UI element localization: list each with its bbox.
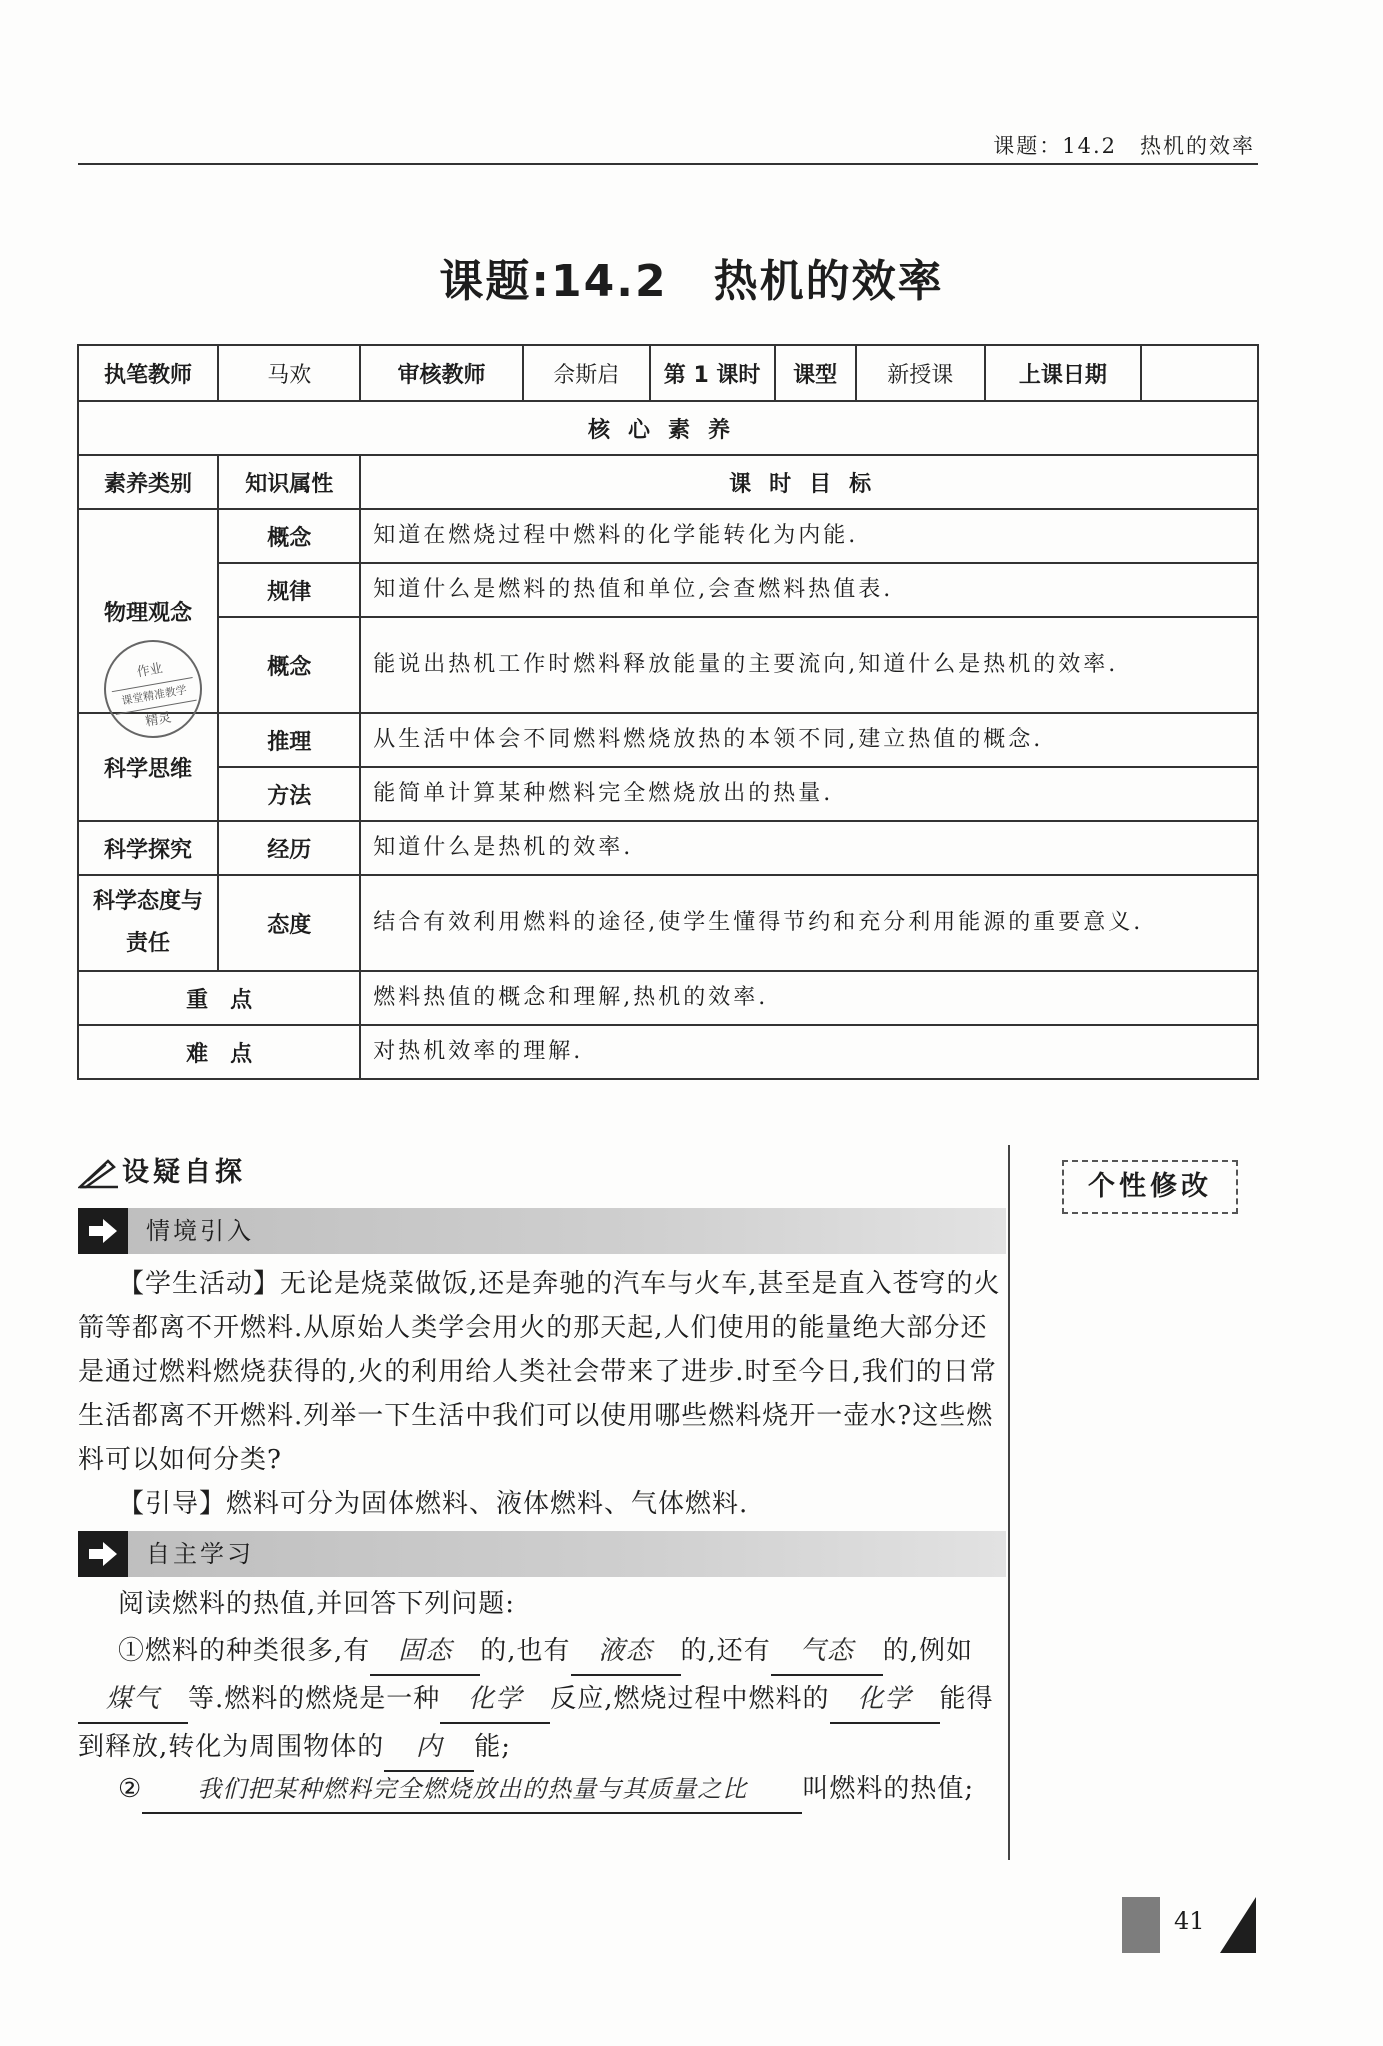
goal-cell: 从生活中体会不同燃料燃烧放热的本领不同,建立热值的概念. <box>360 713 1258 767</box>
author-value: 马欢 <box>218 345 360 401</box>
goal-cell: 能说出热机工作时燃料释放能量的主要流向,知道什么是热机的效率. <box>360 617 1258 713</box>
intro-bar <box>78 1208 1006 1254</box>
attribute-cell: 概念 <box>218 617 360 713</box>
stamp-middle: 课堂精准教学 <box>112 677 197 715</box>
goal-cell: 能简单计算某种燃料完全燃烧放出的热量. <box>360 767 1258 821</box>
arrow-icon-box <box>78 1531 128 1577</box>
q1-text: 能; <box>474 1732 512 1762</box>
period-label: 第 1 课时 <box>650 345 775 401</box>
intro-activity <box>78 1262 1008 1482</box>
category-cell: 科学思维 <box>78 713 218 821</box>
guide-tag: 【引导】 <box>118 1489 227 1519</box>
goal-cell: 知道什么是燃料的热值和单位,会查燃料热值表. <box>360 563 1258 617</box>
author-label: 执笔教师 <box>78 345 218 401</box>
attribute-cell: 推理 <box>218 713 360 767</box>
table-row <box>78 563 1258 617</box>
activity-text: 无论是烧菜做饭,还是奔驰的汽车与火车,甚至是直入苍穹的火箭等都离不开燃料.从原始人类学会用火的那天起,人们使用的能量绝大部分还是通过燃料燃烧获得的,火的利用给人类社会带来了进步.时至今日,我们的日常生活都离不开燃料.列举一下生活中我们可以使用哪些燃料烧开一壶水?这些燃料可以如何分类? <box>78 1269 1001 1475</box>
arrow-icon-box <box>78 1208 128 1254</box>
arrow-right-icon <box>87 1539 119 1569</box>
intro-guide <box>78 1482 1008 1526</box>
q1-text: 反应,燃烧过程中燃料的 <box>550 1684 830 1714</box>
stamp-top: 作业 <box>135 661 164 681</box>
category-cell: 科学探究 <box>78 821 218 875</box>
stamp-bottom: 精灵 <box>144 710 173 730</box>
page-number: 41 <box>1174 1907 1205 1935</box>
fill-blank: 我们把某种燃料完全燃烧放出的热量与其质量之比 <box>142 1766 802 1814</box>
difficulty-label: 难 点 <box>78 1025 360 1079</box>
fill-blank: 内 <box>384 1724 474 1772</box>
page-corner-triangle <box>1220 1897 1256 1953</box>
q2-text: ② <box>118 1774 143 1804</box>
arrow-right-icon <box>87 1216 119 1246</box>
table-row <box>78 767 1258 821</box>
question-2 <box>78 1766 1008 1814</box>
fill-blank: 煤气 <box>78 1676 188 1724</box>
self-study-prompt <box>78 1582 1008 1626</box>
table-row <box>78 971 1258 1025</box>
attribute-cell: 方法 <box>218 767 360 821</box>
table-row <box>78 345 1258 401</box>
goal-cell: 知道在燃烧过程中燃料的化学能转化为内能. <box>360 509 1258 563</box>
table-row <box>78 875 1258 971</box>
page-title: 课题:14.2 热机的效率 <box>439 256 944 307</box>
table-row <box>78 1025 1258 1079</box>
page-number-block <box>1122 1897 1160 1953</box>
fill-blank: 气态 <box>771 1628 883 1676</box>
difficulty-text: 对热机效率的理解. <box>360 1025 1258 1079</box>
q1-text: 的,也有 <box>480 1636 571 1666</box>
category-col-header: 素养类别 <box>78 455 218 509</box>
date-label: 上课日期 <box>985 345 1141 401</box>
question-1 <box>78 1628 1008 1772</box>
table-row <box>78 617 1258 713</box>
margin-divider <box>1008 1145 1010 1860</box>
key-point-text: 燃料热值的概念和理解,热机的效率. <box>360 971 1258 1025</box>
q2-text: 叫燃料的热值; <box>802 1774 975 1804</box>
self-study-bar-label: 自主学习 <box>146 1540 254 1568</box>
table-row <box>78 713 1258 767</box>
category-cell: 科学态度与责任 <box>78 875 218 971</box>
fill-blank: 化学 <box>440 1676 550 1724</box>
prompt-text: 阅读燃料的热值,并回答下列问题: <box>118 1589 516 1619</box>
q1-text: 的,例如 <box>882 1636 974 1666</box>
attribute-cell: 概念 <box>218 509 360 563</box>
activity-tag: 【学生活动】 <box>118 1269 281 1299</box>
header-rule <box>78 163 1258 165</box>
table-row <box>78 401 1258 455</box>
table-row <box>78 455 1258 509</box>
pencil-icon <box>78 1159 118 1189</box>
attribute-col-header: 知识属性 <box>218 455 360 509</box>
q1-text: 等.燃料的燃烧是一种 <box>188 1684 441 1714</box>
q1-text: 的,还有 <box>680 1636 771 1666</box>
goal-cell: 知道什么是热机的效率. <box>360 821 1258 875</box>
personal-revision-box: 个性修改 <box>1062 1160 1238 1214</box>
attribute-cell: 经历 <box>218 821 360 875</box>
running-head: 课题：14.2 热机的效率 <box>993 134 1255 158</box>
section-heading <box>78 1150 246 1189</box>
type-label: 课型 <box>775 345 856 401</box>
fill-blank: 液态 <box>571 1628 681 1676</box>
goal-col-header: 课时目标 <box>360 455 1258 509</box>
lesson-plan-table <box>77 344 1259 1080</box>
reviewer-label: 审核教师 <box>360 345 522 401</box>
reviewer-value: 佘斯启 <box>523 345 650 401</box>
attribute-cell: 态度 <box>218 875 360 971</box>
fill-blank: 固态 <box>370 1628 480 1676</box>
fill-blank: 化学 <box>830 1676 940 1724</box>
q1-text: ①燃料的种类很多,有 <box>118 1636 371 1666</box>
attribute-cell: 规律 <box>218 563 360 617</box>
q1-text: 能得到释放,转化为周围物体的 <box>78 1684 994 1762</box>
date-value <box>1141 345 1258 401</box>
guide-text: 燃料可分为固体燃料、液体燃料、气体燃料. <box>226 1489 749 1519</box>
self-study-bar <box>78 1531 1006 1577</box>
intro-bar-label: 情境引入 <box>146 1217 254 1245</box>
table-row <box>78 509 1258 563</box>
core-literacy-header: 核心素养 <box>78 401 1258 455</box>
key-point-label: 重 点 <box>78 971 360 1025</box>
section-title: 设疑自探 <box>122 1157 246 1188</box>
goal-cell: 结合有效利用燃料的途径,使学生懂得节约和充分利用能源的重要意义. <box>360 875 1258 971</box>
category-cell: 物理观念 <box>78 509 218 713</box>
table-row <box>78 821 1258 875</box>
type-value: 新授课 <box>856 345 985 401</box>
